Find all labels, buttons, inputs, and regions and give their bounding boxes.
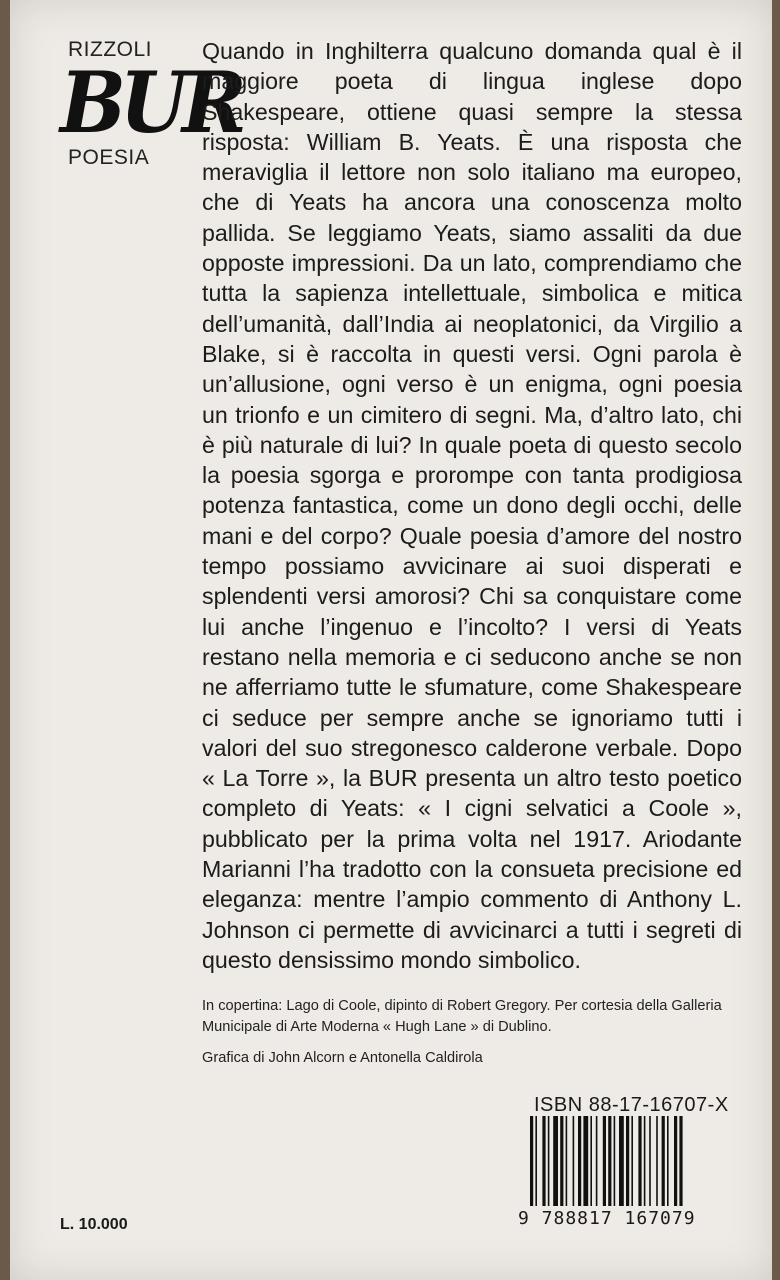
- book-back-cover: [10, 0, 772, 1280]
- cover-credit: In copertina: Lago di Coole, dipinto di Robert Gregory. Per cortesia della Galleria Municipale di Arte Moderna « Hugh Lane » di Dublino.: [202, 998, 722, 1035]
- graphic-credit: Grafica di John Alcorn e Antonella Caldirola: [202, 1050, 483, 1066]
- barcode: [528, 1116, 742, 1206]
- isbn-label: ISBN 88-17-16707-X: [534, 1094, 729, 1116]
- price: L. 10.000: [60, 1216, 128, 1233]
- series-name: POESIA: [68, 146, 150, 169]
- credits: [202, 996, 762, 1069]
- blurb-text: Quando in Inghilterra qualcuno domanda qual è il maggiore poeta di lingua inglese dopo Shakespeare, ottiene quasi sempre la stessa risposta: William B. Yeats. È una risposta che meraviglia il lettore non solo italiano ma europeo, che di Yeats ha ancora una conoscenza molto pallida. Se leggiamo Yeats, siamo assaliti da due opposte impressioni. Da un lato, comprendiamo che tutta la sapienza intellettuale, simbolica e mitica dell’umanità, dall’India ai neoplatonici, da Virgilio a Blake, si è raccolta in questi versi. Ogni parola è un’allusione, ogni verso è un enigma, ogni poesia un trionfo e un cimitero di segni. Ma, d’altro lato, chi è più naturale di lui? In quale poeta di questo secolo la poesia sgorga e prorompe con tanta prodigiosa potenza fantastica, come un dono degli occhi, delle mani e del corpo? Quale poesia d’amore del nostro tempo possiamo avvicinare ai suoi disperati e splendenti versi amorosi? Chi sa conquistare come lui anche l’ingenuo e l’incolto? I versi di Yeats restano nella memoria e ci seducono anche se non ne afferriamo tutte le sfumature, come Shakespeare ci seduce per sempre anche se ignoriamo tutti i valori del suo stregonesco calderone verbale. Dopo « La Torre », la BUR presenta un altro testo poetico completo di Yeats: « I cigni selvatici a Coole », pubblicato per la prima volta nel 1917. Ariodante Marianni l’ha tradotto con la consueta precisione ed eleganza: mentre l’ampio commento di Anthony L. Johnson ci permette di avvicinarci a tutti i segreti di questo densissimo mondo simbolico.: [202, 38, 742, 973]
- barcode-digits: 9 788817 167079: [518, 1208, 696, 1229]
- bur-logo: BUR: [60, 54, 241, 153]
- publisher-name: RIZZOLI: [68, 38, 153, 61]
